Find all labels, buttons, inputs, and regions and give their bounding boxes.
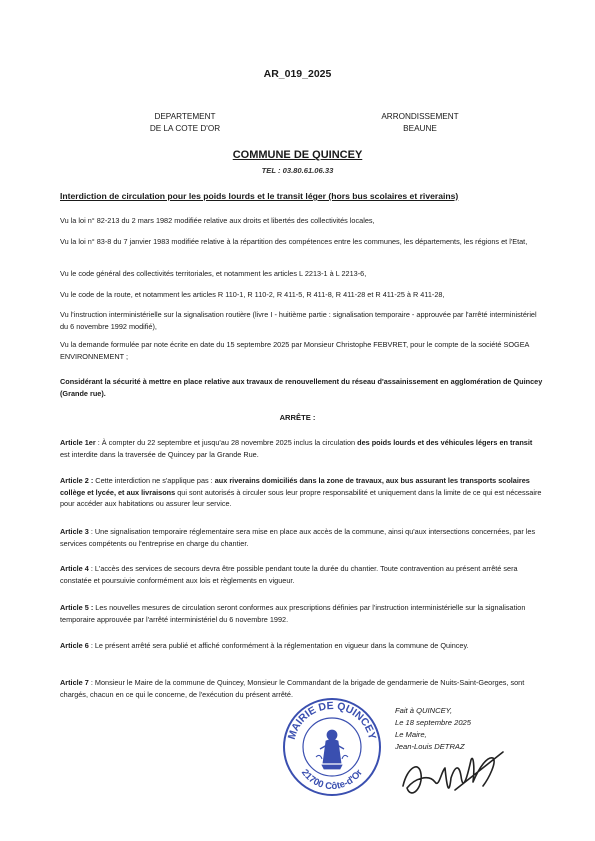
article-label: Article 1er — [60, 438, 96, 447]
arrondissement-line-2: BEAUNE — [403, 124, 437, 133]
article-3 — [60, 526, 544, 549]
arrondissement-block — [355, 111, 485, 135]
article-2 — [60, 475, 544, 510]
visa-paragraph: Vu le code de la route, et notamment les articles R 110-1, R 110-2, R 411-5, R 411-8, R 411-28 et R 411-25 à R 411-28, — [60, 290, 445, 299]
visa-paragraph: Vu le code général des collectivités territoriales, et notamment les articles L 2213-1 à L 2213-6, — [60, 269, 367, 278]
handwritten-signature — [385, 738, 515, 804]
department-line-1: DEPARTEMENT — [154, 112, 216, 121]
arrete-heading: ARRÊTE : — [279, 413, 316, 422]
article-text: Les nouvelles mesures de circulation seront conformes aux prescriptions définies par l'instruction interministérielle sur la signalisation temporaire approuvée par l'arrêté interministériel du 6 novembre 1992. — [60, 603, 526, 624]
article-label: Article 3 — [60, 527, 89, 536]
document-reference: AR_019_2025 — [263, 68, 332, 80]
seal-bottom-text: 21700 Côte-d'Or — [299, 767, 365, 793]
article-text: : Une signalisation temporaire réglementaire sera mise en place aux accès de la commune, ainsi qu'aux intersections concernées, par les services compétents ou l'entreprise en charge du chantier. — [60, 527, 536, 548]
considering-paragraph: Considérant la sécurité à mettre en place relative aux travaux de renouvellement du réseau d'assainissement en agglomération de Quincey (Grande rue). — [60, 377, 543, 398]
signature-role: Le Maire, — [395, 730, 427, 739]
marianne-emblem-icon — [316, 730, 348, 769]
article-5 — [60, 602, 544, 625]
signature-place: Fait à QUINCEY, — [395, 706, 453, 715]
article-label: Article 2 : — [60, 476, 94, 485]
visa-paragraph: Vu la loi n° 82-213 du 2 mars 1982 modifiée relative aux droits et libertés des collectivités locales, — [60, 216, 375, 225]
article-text: qui sont autorisés à circuler sous leur propre responsabilité et uniquement dans la limite de ce qui est nécessaire pour accéder aux habitations ou assurer leur service. — [60, 487, 542, 508]
visa-paragraph: Vu la loi n° 83-8 du 7 janvier 1983 modifiée relative à la répartition des compétences entre les communes, les départements, les régions et l'Etat, — [60, 237, 528, 246]
article-label: Article 7 — [60, 678, 89, 687]
department-block — [120, 111, 250, 135]
visa-paragraph: Vu la demande formulée par note écrite en date du 15 septembre 2025 par Monsieur Christophe FEBVRET, pour le compte de la société SOGEA ENVIRONNEMENT ; — [60, 340, 530, 361]
signature-date: Le 18 septembre 2025 — [395, 718, 471, 727]
article-4 — [60, 563, 544, 586]
article-emphasis: des poids lourds et des véhicules légers en transit — [357, 438, 533, 447]
article-1 — [60, 437, 544, 460]
article-6 — [60, 640, 544, 652]
seal-top-text: MAIRIE DE QUINCEY — [285, 699, 379, 741]
commune-title: COMMUNE DE QUINCEY — [232, 149, 363, 161]
decree-subject: Interdiction de circulation pour les poids lourds et le transit léger (hors bus scolaires et riverains) — [60, 191, 459, 201]
article-text: : Le présent arrêté sera publié et affiché conformément à la réglementation en vigueur dans la commune de Quincey. — [88, 641, 469, 650]
article-text: : L'accès des services de secours devra être possible pendant toute la durée du chantier. Toute contravention au présent arrêté sera constatée et poursuivie conformément aux lois et règlements en vigueur. — [60, 564, 518, 585]
article-text: Cette interdiction ne s'applique pas : — [93, 476, 215, 485]
article-label: Article 5 : — [60, 603, 94, 612]
article-label: Article 4 — [60, 564, 89, 573]
commune-phone: TEL : 03.80.61.06.33 — [261, 166, 334, 175]
article-text: : Monsieur le Maire de la commune de Quincey, Monsieur le Commandant de la brigade de gendarmerie de Nuits-Saint-Georges, sont chargés, chacun en ce qui le concerne, de l'exécution du présent arrêté. — [60, 678, 525, 699]
article-text: : À compter du 22 septembre et jusqu'au 28 novembre 2025 inclus la circulation — [95, 438, 358, 447]
article-label: Article 6 — [60, 641, 89, 650]
mairie-seal — [282, 697, 382, 797]
signatory-name: Jean-Louis DETRAZ — [395, 742, 465, 751]
arrondissement-line-1: ARRONDISSEMENT — [381, 112, 459, 121]
department-line-2: DE LA COTE D'OR — [149, 124, 221, 133]
article-text: est interdite dans la traversée de Quincey par la Grande Rue. — [60, 449, 259, 459]
visa-paragraph: Vu l'instruction interministérielle sur la signalisation routière (livre I - huitième partie : signalisation temporaire - approuvée par l'arrêté interministériel du 6 novembre 1992 modifié), — [60, 310, 537, 331]
article-emphasis: aux riverains domiciliés dans la zone de travaux, aux bus assurant les transports scolaires collège et lycée, et aux livraisons — [60, 476, 530, 497]
